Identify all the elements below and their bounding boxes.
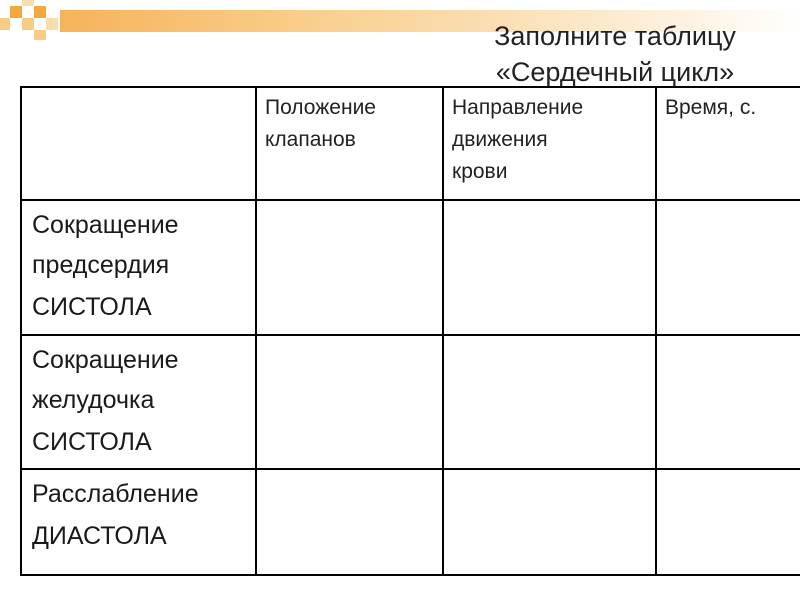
decor-square	[10, 6, 22, 18]
header-text-line: Время, с.	[665, 96, 757, 119]
header-cell-blood-direction	[443, 87, 656, 200]
cardiac-cycle-table	[20, 86, 800, 576]
row-label-line: предсердия	[32, 251, 170, 279]
title-line-2: «Сердечный цикл»	[495, 57, 735, 87]
header-text-line: движения	[452, 128, 548, 151]
answer-cell	[256, 200, 443, 335]
row-label-cell	[21, 469, 256, 575]
answer-cell	[443, 335, 656, 469]
header-text-line: крови	[452, 160, 508, 183]
row-phase-label: СИСТОЛА	[32, 293, 152, 321]
decor-square	[46, 18, 58, 30]
title-line-1: Заполните таблицу	[494, 21, 736, 51]
row-label-line: Сокращение	[32, 211, 179, 239]
answer-cell	[443, 469, 656, 575]
table-row	[21, 335, 800, 469]
row-label-cell	[21, 335, 256, 469]
header-text-line: клапанов	[265, 128, 356, 151]
answer-cell	[656, 469, 800, 575]
header-cell-valves	[256, 87, 443, 200]
page-title	[430, 18, 800, 90]
row-phase-label: СИСТОЛА	[32, 428, 152, 456]
header-cell-empty	[21, 87, 256, 200]
row-label-line: Сокращение	[32, 346, 179, 374]
decor-square	[22, 0, 34, 6]
row-label-cell	[21, 200, 256, 335]
table-row	[21, 200, 800, 335]
header-text-line: Положение	[265, 96, 376, 119]
decor-square	[34, 6, 46, 18]
answer-cell	[656, 335, 800, 469]
answer-cell	[256, 469, 443, 575]
table-header-row	[21, 87, 800, 200]
decor-square	[22, 18, 34, 30]
header-text-line: Направление	[452, 96, 584, 119]
answer-cell	[256, 335, 443, 469]
row-phase-label: ДИАСТОЛА	[32, 522, 167, 550]
decor-square	[34, 30, 46, 40]
table-row	[21, 469, 800, 575]
row-label-line: Расслабление	[32, 480, 199, 508]
answer-cell	[656, 200, 800, 335]
header-cell-time	[656, 87, 800, 200]
decor-square	[0, 18, 10, 30]
answer-cell	[443, 200, 656, 335]
row-label-line: желудочка	[32, 386, 155, 414]
